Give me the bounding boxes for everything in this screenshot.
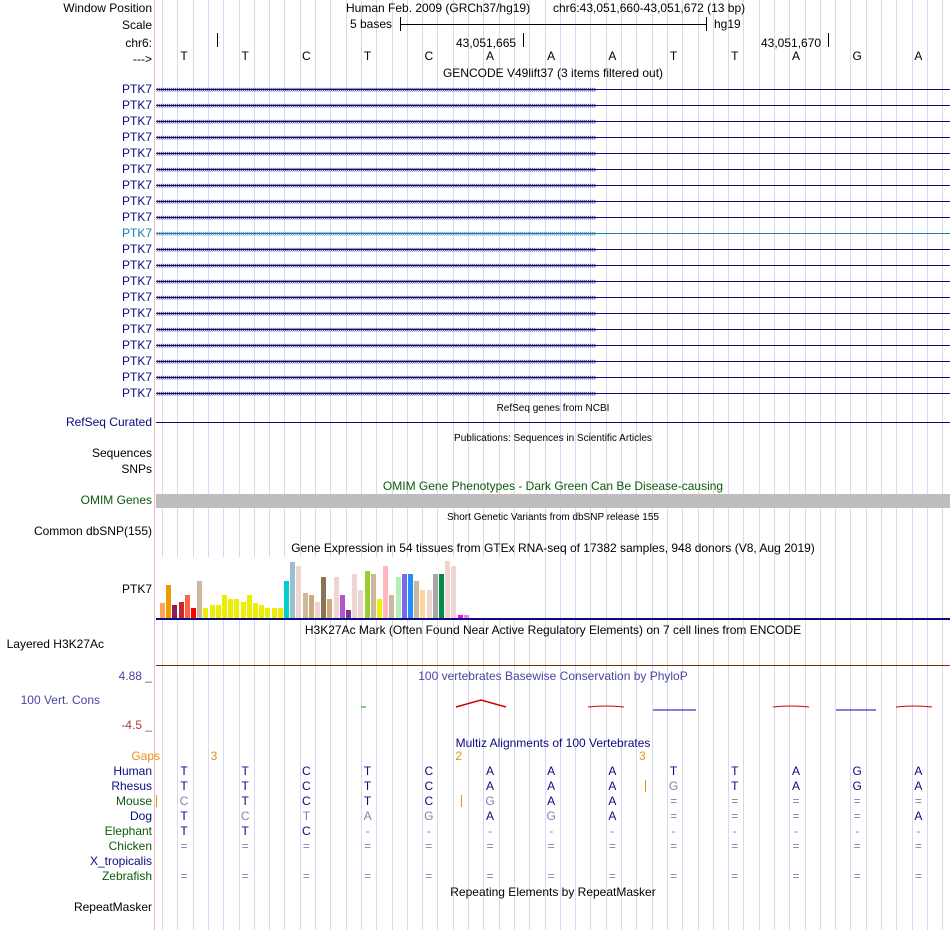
gtex-tissue-bar[interactable]: [321, 577, 326, 619]
multiz-base: =: [547, 869, 555, 883]
multiz-base: =: [241, 869, 249, 883]
gencode-gene-label[interactable]: PTK7: [121, 386, 152, 400]
gtex-tissue-bar[interactable]: [166, 585, 171, 619]
multiz-base: =: [302, 839, 310, 853]
multiz-gaps-label: Gaps: [131, 749, 160, 763]
multiz-base: =: [792, 869, 800, 883]
publications-track-title: Publications: Sequences in Scientific Articles: [454, 433, 652, 444]
gtex-tissue-bar[interactable]: [290, 562, 295, 619]
multiz-species-label[interactable]: Human: [113, 764, 152, 778]
multiz-base: C: [302, 764, 311, 778]
multiz-base: =: [670, 794, 678, 808]
gencode-gene-label[interactable]: PTK7: [121, 162, 152, 176]
gtex-tissue-bar[interactable]: [371, 574, 376, 619]
gtex-tissue-bar[interactable]: [241, 602, 246, 619]
multiz-base: -: [916, 824, 921, 838]
phylop-track-label[interactable]: 100 Vert. Cons: [20, 693, 100, 707]
multiz-base: -: [549, 824, 554, 838]
gencode-gene-label[interactable]: PTK7: [121, 194, 152, 208]
multiz-base: C: [424, 764, 434, 778]
multiz-base: A: [547, 764, 556, 778]
multiz-base: C: [424, 794, 434, 808]
multiz-base: C: [302, 824, 311, 838]
region-text: chr6:43,051,660-43,051,672 (13 bp): [553, 1, 746, 15]
multiz-base: -: [488, 824, 492, 838]
gtex-tissue-bar[interactable]: [284, 581, 289, 619]
multiz-base: =: [853, 809, 861, 823]
ruler-tick-label: 43,051,670: [761, 36, 822, 50]
base-letter: T: [363, 49, 372, 63]
gencode-gene-label[interactable]: PTK7: [121, 242, 152, 256]
gtex-tissue-bar[interactable]: [228, 599, 233, 619]
gtex-tissue-bar[interactable]: [408, 574, 413, 619]
multiz-base: -: [855, 824, 860, 838]
gencode-gene-label[interactable]: PTK7: [121, 226, 152, 240]
gtex-tissue-bar[interactable]: [396, 577, 401, 619]
omim-track-label[interactable]: OMIM Genes: [80, 493, 152, 507]
gtex-tissue-bar[interactable]: [247, 595, 252, 619]
gtex-tissue-bar[interactable]: [340, 595, 345, 619]
multiz-base: T: [241, 779, 249, 793]
gencode-strand-chevrons: ››››››››››››››››››››››››››››››››››››››››››››››››››››››››››››››››››››››››››››››››››››››››››››››››››››››››››››››››››››››››››››››››››››››››››››››››››››››››››››››››››››››››››››››››››››››››››››››››››››››››››››››››››››››››››››: [156, 357, 596, 365]
multiz-base: =: [486, 839, 494, 853]
multiz-base: =: [364, 839, 372, 853]
gencode-gene-label[interactable]: PTK7: [121, 322, 152, 336]
multiz-base: =: [731, 839, 739, 853]
track-label-column: [0, 0, 160, 930]
multiz-base: A: [914, 809, 923, 823]
scale-db: hg19: [714, 17, 741, 31]
multiz-base: =: [302, 869, 310, 883]
multiz-base: A: [914, 779, 923, 793]
multiz-species-label[interactable]: X_tropicalis: [89, 854, 152, 868]
gtex-tissue-bar[interactable]: [210, 605, 215, 619]
gencode-gene-label[interactable]: PTK7: [121, 114, 152, 128]
multiz-base: =: [853, 839, 861, 853]
multiz-base: T: [731, 764, 739, 778]
gencode-gene-label[interactable]: PTK7: [121, 178, 152, 192]
multiz-base: T: [241, 824, 249, 838]
multiz-gap-row: [156, 749, 950, 763]
gtex-tissue-bar[interactable]: [445, 561, 450, 619]
gtex-tissue-bar[interactable]: [358, 590, 363, 619]
phylop-peak: [773, 706, 809, 707]
multiz-species-label[interactable]: Rhesus: [111, 779, 152, 793]
multiz-species-label[interactable]: Mouse: [115, 794, 152, 808]
multiz-base: C: [240, 809, 250, 823]
gencode-strand-chevrons: ››››››››››››››››››››››››››››››››››››››››››››››››››››››››››››››››››››››››››››››››››››››››››››››››››››››››››››››››››››››››››››››››››››››››››››››››››››››››››››››››››››››››››››››››››››››››››››››››››››››››››››››››››››››››››››: [156, 389, 596, 397]
multiz-base: C: [302, 794, 311, 808]
track-image-area[interactable]: [156, 0, 950, 930]
base-letter: T: [669, 49, 678, 63]
gtex-tissue-bar[interactable]: [389, 595, 394, 619]
multiz-base: -: [794, 824, 798, 838]
gencode-strand-chevrons: ››››››››››››››››››››››››››››››››››››››››››››››››››››››››››››››››››››››››››››››››››››››››››››››››››››››››››››››››››››››››››››››››››››››››››››››››››››››››››››››››››››››››››››››››››››››››››››››››››››››››››››››››››››››››››››: [156, 101, 596, 109]
multiz-base: T: [180, 809, 188, 823]
multiz-base: =: [670, 809, 678, 823]
multiz-base: -: [671, 824, 676, 838]
gencode-gene-label[interactable]: PTK7: [121, 274, 152, 288]
gencode-strand-chevrons: ››››››››››››››››››››››››››››››››››››››››››››››››››››››››››››››››››››››››››››››››››››››››››››››››››››››››››››››››››››››››››››››››››››››››››››››››››››››››››››››››››››››››››››››››››››››››››››››››››››››››››››››››››››››››››››: [156, 85, 596, 93]
multiz-base: T: [241, 794, 249, 808]
gtex-tissue-bar[interactable]: [253, 603, 258, 619]
gencode-strand-chevrons: ››››››››››››››››››››››››››››››››››››››››››››››››››››››››››››››››››››››››››››››››››››››››››››››››››››››››››››››››››››››››››››››››››››››››››››››››››››››››››››››››››››››››››››››››››››››››››››››››››››››››››››››››››››››››››››: [156, 293, 596, 301]
gencode-strand-chevrons: ››››››››››››››››››››››››››››››››››››››››››››››››››››››››››››››››››››››››››››››››››››››››››››››››››››››››››››››››››››››››››››››››››››››››››››››››››››››››››››››››››››››››››››››››››››››››››››››››››››››››››››››››››››››››››››: [156, 341, 596, 349]
gtex-tissue-bar[interactable]: [185, 595, 190, 619]
gencode-strand-chevrons: ››››››››››››››››››››››››››››››››››››››››››››››››››››››››››››››››››››››››››››››››››››››››››››››››››››››››››››››››››››››››››››››››››››››››››››››››››››››››››››››››››››››››››››››››››››››››››››››››››››››››››››››››››››››››››››: [156, 133, 596, 141]
gtex-tissue-bar[interactable]: [216, 605, 221, 619]
multiz-base: A: [547, 779, 556, 793]
multiz-base: A: [547, 794, 556, 808]
multiz-insertion-mark: [156, 795, 157, 807]
gtex-track-title: Gene Expression in 54 tissues from GTEx RNA-seq of 17382 samples, 948 donors (V8, Aug 2019): [291, 541, 815, 555]
multiz-base: =: [914, 839, 922, 853]
multiz-base: A: [363, 809, 372, 823]
multiz-base: T: [363, 794, 372, 808]
base-letter: A: [608, 49, 617, 63]
multiz-base: G: [546, 809, 556, 823]
base-letter: A: [914, 49, 923, 63]
gtex-tissue-bar[interactable]: [197, 581, 202, 619]
gtex-tissue-bar[interactable]: [451, 566, 456, 619]
multiz-base: =: [670, 839, 678, 853]
gencode-strand-chevrons: ››››››››››››››››››››››››››››››››››››››››››››››››››››››››››››››››››››››››››››››››››››››››››››››››››››››››››››››››››››››››››››››››››››››››››››››››››››››››››››››››››››››››››››››››››››››››››››››››››››››››››››››››››››››››››››: [156, 117, 596, 125]
gencode-gene-label[interactable]: PTK7: [121, 82, 152, 96]
base-letter: T: [241, 49, 249, 63]
gtex-baseline: [156, 618, 950, 620]
multiz-base: T: [241, 764, 249, 778]
ruler-tick-label: 43,051,665: [456, 36, 517, 50]
phylop-min-label: -4.5 _: [121, 718, 152, 732]
multiz-base: -: [732, 824, 737, 838]
multiz-base: -: [426, 824, 431, 838]
multiz-base: A: [608, 809, 617, 823]
multiz-species-label[interactable]: Dog: [129, 809, 152, 823]
gencode-gene-label[interactable]: PTK7: [121, 354, 152, 368]
multiz-base: A: [485, 779, 494, 793]
multiz-base: =: [731, 809, 739, 823]
dbsnp-track-title: Short Genetic Variants from dbSNP release 155: [447, 512, 659, 523]
base-letter: A: [485, 49, 494, 63]
h3k27ac-track-label[interactable]: Layered H3K27Ac: [6, 637, 104, 651]
gencode-strand-chevrons: ››››››››››››››››››››››››››››››››››››››››››››››››››››››››››››››››››››››››››››››››››››››››››››››››››››››››››››››››››››››››››››››››››››››››››››››››››››››››››››››››››››››››››››››››››››››››››››››››››››››››››››››››››››››››››››: [156, 277, 596, 285]
multiz-base: C: [179, 794, 189, 808]
gencode-gene-label[interactable]: PTK7: [121, 290, 152, 304]
base-letter: C: [302, 49, 311, 63]
gtex-tissue-bar[interactable]: [327, 599, 332, 619]
multiz-base: A: [914, 764, 923, 778]
multiz-base: -: [610, 824, 615, 838]
gtex-tissue-bar[interactable]: [296, 566, 301, 619]
refseq-gene-line[interactable]: [156, 422, 950, 423]
multiz-base: =: [731, 794, 739, 808]
gencode-gene-label[interactable]: PTK7: [121, 130, 152, 144]
gencode-strand-chevrons: ››››››››››››››››››››››››››››››››››››››››››››››››››››››››››››››››››››››››››››››››››››››››››››››››››››››››››››››››››››››››››››››››››››››››››››››››››››››››››››››››››››››››››››››››››››››››››››››››››››››››››››››››››››››››››››: [156, 181, 596, 189]
multiz-species-label[interactable]: Chicken: [108, 839, 152, 853]
multiz-base: C: [424, 779, 434, 793]
snps-track-label[interactable]: SNPs: [121, 462, 152, 476]
gtex-tissue-bar[interactable]: [439, 574, 444, 619]
multiz-base: =: [486, 869, 494, 883]
gtex-tissue-bar[interactable]: [309, 595, 314, 619]
gencode-strand-chevrons: ››››››››››››››››››››››››››››››››››››››››››››››››››››››››››››››››››››››››››››››››››››››››››››››››››››››››››››››››››››››››››››››››››››››››››››››››››››››››››››››››››››››››››››››››››››››››››››››››››››››››››››››››››››››››››››: [156, 165, 596, 173]
multiz-base: C: [302, 779, 311, 793]
scale-bar-right-tick: [706, 17, 707, 31]
gtex-tissue-bar[interactable]: [234, 599, 239, 619]
gtex-tissue-bar[interactable]: [420, 590, 425, 619]
multiz-base: G: [424, 809, 434, 823]
omim-feature-bar[interactable]: [156, 494, 950, 508]
window-position-label: Window Position: [63, 1, 152, 15]
gtex-tissue-bar[interactable]: [315, 602, 320, 619]
multiz-base: A: [791, 764, 800, 778]
base-letter: G: [852, 49, 862, 63]
multiz-base: =: [731, 869, 739, 883]
gencode-strand-chevrons: ››››››››››››››››››››››››››››››››››››››››››››››››››››››››››››››››››››››››››››››››››››››››››››››››››››››››››››››››››››››››››››››››››››››››››››››››››››››››››››››››››››››››››››››››››››››››››››››››››››››››››››››››››››››››››››: [156, 325, 596, 333]
multiz-base: =: [792, 809, 800, 823]
strand-arrow-label[interactable]: --->: [133, 52, 152, 66]
multiz-base: T: [180, 779, 188, 793]
refseq-track-label[interactable]: RefSeq Curated: [65, 415, 152, 429]
gtex-tissue-bar[interactable]: [433, 574, 438, 619]
base-letter: A: [547, 49, 556, 63]
gtex-track-label[interactable]: PTK7: [121, 582, 152, 596]
scale-value: 5 bases: [350, 17, 393, 31]
multiz-base: A: [608, 794, 617, 808]
ruler-tick: [828, 33, 829, 47]
gencode-gene-label[interactable]: PTK7: [121, 370, 152, 384]
gencode-gene-label[interactable]: PTK7: [121, 306, 152, 320]
ruler-tick: [523, 33, 524, 47]
multiz-base: =: [792, 794, 800, 808]
phylop-peak: [456, 700, 506, 707]
gtex-tissue-bar[interactable]: [172, 605, 177, 619]
multiz-species-label[interactable]: Elephant: [104, 824, 152, 838]
multiz-base: =: [425, 839, 433, 853]
refseq-track-title: RefSeq genes from NCBI: [496, 403, 610, 414]
gencode-strand-chevrons: ››››››››››››››››››››››››››››››››››››››››››››››››››››››››››››››››››››››››››››››››››››››››››››››››››››››››››››››››››››››››››››››››››››››››››››››››››››››››››››››››››››››››››››››››››››››››››››››››››››››››››››››››››››››››››››: [156, 373, 596, 381]
assembly-text: Human Feb. 2009 (GRCh37/hg19): [346, 1, 531, 15]
multiz-base: =: [853, 794, 861, 808]
gtex-tissue-bar[interactable]: [427, 590, 432, 619]
phylop-peak: [588, 706, 624, 707]
multiz-base: T: [180, 764, 188, 778]
multiz-base: A: [485, 764, 494, 778]
gtex-tissue-bar[interactable]: [303, 593, 308, 619]
gencode-strand-chevrons: ››››››››››››››››››››››››››››››››››››››››››››››››››››››››››››››››››››››››››››››››››››››››››››››››››››››››››››››››››››››››››››››››››››››››››››››››››››››››››››››››››››››››››››››››››››››››››››››››››››››››››››››››››››››››››››: [156, 149, 596, 157]
multiz-base: A: [608, 779, 617, 793]
multiz-insertion-mark: [645, 780, 646, 792]
multiz-base: =: [547, 839, 555, 853]
phylop-max-label: 4.88 _: [118, 669, 152, 683]
gencode-gene-label[interactable]: PTK7: [121, 258, 152, 272]
multiz-gap-count: 3: [210, 749, 218, 763]
repeatmasker-track-title: Repeating Elements by RepeatMasker: [450, 885, 656, 899]
multiz-base: T: [669, 764, 678, 778]
multiz-base: T: [363, 779, 372, 793]
gtex-tissue-bar[interactable]: [377, 599, 382, 619]
gencode-gene-label[interactable]: PTK7: [121, 338, 152, 352]
multiz-base: =: [364, 869, 372, 883]
gencode-strand-chevrons: ››››››››››››››››››››››››››››››››››››››››››››››››››››››››››››››››››››››››››››››››››››››››››››››››››››››››››››››››››››››››››››››››››››››››››››››››››››››››››››››››››››››››››››››››››››››››››››››››››››››››››››››››››››››››››››: [156, 309, 596, 317]
repeatmasker-track-label[interactable]: RepeatMasker: [73, 900, 152, 914]
omim-track-title: OMIM Gene Phenotypes - Dark Green Can Be Disease-causing: [382, 479, 724, 493]
multiz-base: A: [608, 764, 617, 778]
gtex-tissue-bar[interactable]: [383, 566, 388, 619]
multiz-base: G: [668, 779, 679, 793]
multiz-base: T: [363, 764, 372, 778]
gencode-strand-chevrons: ››››››››››››››››››››››››››››››››››››››››››››››››››››››››››››››››››››››››››››››››››››››››››››››››››››››››››››››››››››››››››››››››››››››››››››››››››››››››››››››››››››››››››››››››››››››››››››››››››››››››››››››››››››››››››››: [156, 261, 596, 269]
gencode-gene-label[interactable]: PTK7: [121, 98, 152, 112]
gtex-tissue-bar[interactable]: [352, 574, 357, 619]
gtex-tissue-bar[interactable]: [334, 577, 339, 619]
multiz-base: =: [180, 839, 188, 853]
base-letter: A: [791, 49, 800, 63]
gencode-strand-chevrons: ››››››››››››››››››››››››››››››››››››››››››››››››››››››››››››››››››››››››››››››››››››››››››››››››››››››››››››››››››››››››››››››››››››››››››››››››››››››››››››››››››››››››››››››››››››››››››››››››››››››››››››››››››››››››››››: [156, 197, 596, 205]
gtex-tissue-bar[interactable]: [365, 571, 370, 619]
scale-bar: [400, 24, 706, 25]
multiz-base: G: [852, 779, 862, 793]
multiz-base: =: [914, 794, 922, 808]
multiz-gap-count: 2: [455, 749, 463, 763]
h3k27ac-track-title: H3K27Ac Mark (Often Found Near Active Regulatory Elements) on 7 cell lines from ENCODE: [304, 623, 802, 637]
multiz-base: -: [365, 824, 370, 838]
multiz-base: T: [302, 809, 311, 823]
gtex-tissue-bar[interactable]: [259, 605, 264, 619]
multiz-base: T: [180, 824, 188, 838]
phylop-peak: [896, 706, 932, 707]
gtex-bar-plot[interactable]: [160, 557, 540, 619]
scale-label: Scale: [121, 18, 152, 32]
ruler-tick: [217, 33, 218, 47]
multiz-base: =: [792, 839, 800, 853]
multiz-base: G: [852, 764, 862, 778]
multiz-gap-count: 3: [639, 749, 646, 763]
multiz-base: =: [853, 869, 861, 883]
gencode-strand-chevrons: ››››››››››››››››››››››››››››››››››››››››››››››››››››››››››››››››››››››››››››››››››››››››››››››››››››››››››››››››››››››››››››››››››››››››››››››››››››››››››››››››››››››››››››››››››››››››››››››››››››››››››››››››››››››››››››: [156, 229, 596, 237]
multiz-base: =: [180, 869, 188, 883]
multiz-species-label[interactable]: Zebrafish: [101, 869, 152, 883]
multiz-base: T: [731, 779, 739, 793]
multiz-base: =: [670, 869, 678, 883]
chrom-label: chr6:: [125, 36, 152, 50]
base-letter: T: [731, 49, 739, 63]
gtex-tissue-bar[interactable]: [160, 603, 165, 619]
gtex-tissue-bar[interactable]: [222, 595, 227, 619]
base-letter: T: [180, 49, 188, 63]
multiz-base: =: [425, 869, 433, 883]
multiz-base: G: [485, 794, 495, 808]
multiz-base: =: [608, 869, 616, 883]
gencode-strand-chevrons: ››››››››››››››››››››››››››››››››››››››››››››››››››››››››››››››››››››››››››››››››››››››››››››››››››››››››››››››››››››››››››››››››››››››››››››››››››››››››››››››››››››››››››››››››››››››››››››››››››››››››››››››››››››››››››››: [156, 245, 596, 253]
gencode-strand-chevrons: ››››››››››››››››››››››››››››››››››››››››››››››››››››››››››››››››››››››››››››››››››››››››››››››››››››››››››››››››››››››››››››››››››››››››››››››››››››››››››››››››››››››››››››››››››››››››››››››››››››››››››››››››››››››››››››: [156, 213, 596, 221]
publications-track-label[interactable]: Sequences: [91, 446, 152, 460]
gencode-gene-label[interactable]: PTK7: [121, 146, 152, 160]
base-letter: C: [424, 49, 434, 63]
gtex-tissue-bar[interactable]: [179, 602, 184, 619]
dbsnp-track-label[interactable]: Common dbSNP(155): [33, 524, 152, 538]
gtex-tissue-bar[interactable]: [402, 574, 407, 619]
gtex-tissue-bar[interactable]: [414, 581, 419, 619]
phylop-track-title: 100 vertebrates Basewise Conservation by PhyloP: [418, 669, 688, 683]
h3k27ac-baseline: [156, 665, 950, 666]
multiz-base: =: [914, 869, 922, 883]
multiz-base: =: [608, 839, 616, 853]
gencode-track-title: GENCODE V49lift37 (3 items filtered out): [442, 66, 664, 80]
phylop-plot[interactable]: [156, 685, 950, 725]
multiz-base: A: [485, 809, 494, 823]
multiz-insertion-mark: [461, 795, 462, 807]
multiz-base: =: [241, 839, 249, 853]
multiz-track-title: Multiz Alignments of 100 Vertebrates: [455, 736, 651, 750]
gencode-gene-label[interactable]: PTK7: [121, 210, 152, 224]
base-sequence-row: [156, 49, 950, 63]
multiz-base: A: [791, 779, 800, 793]
